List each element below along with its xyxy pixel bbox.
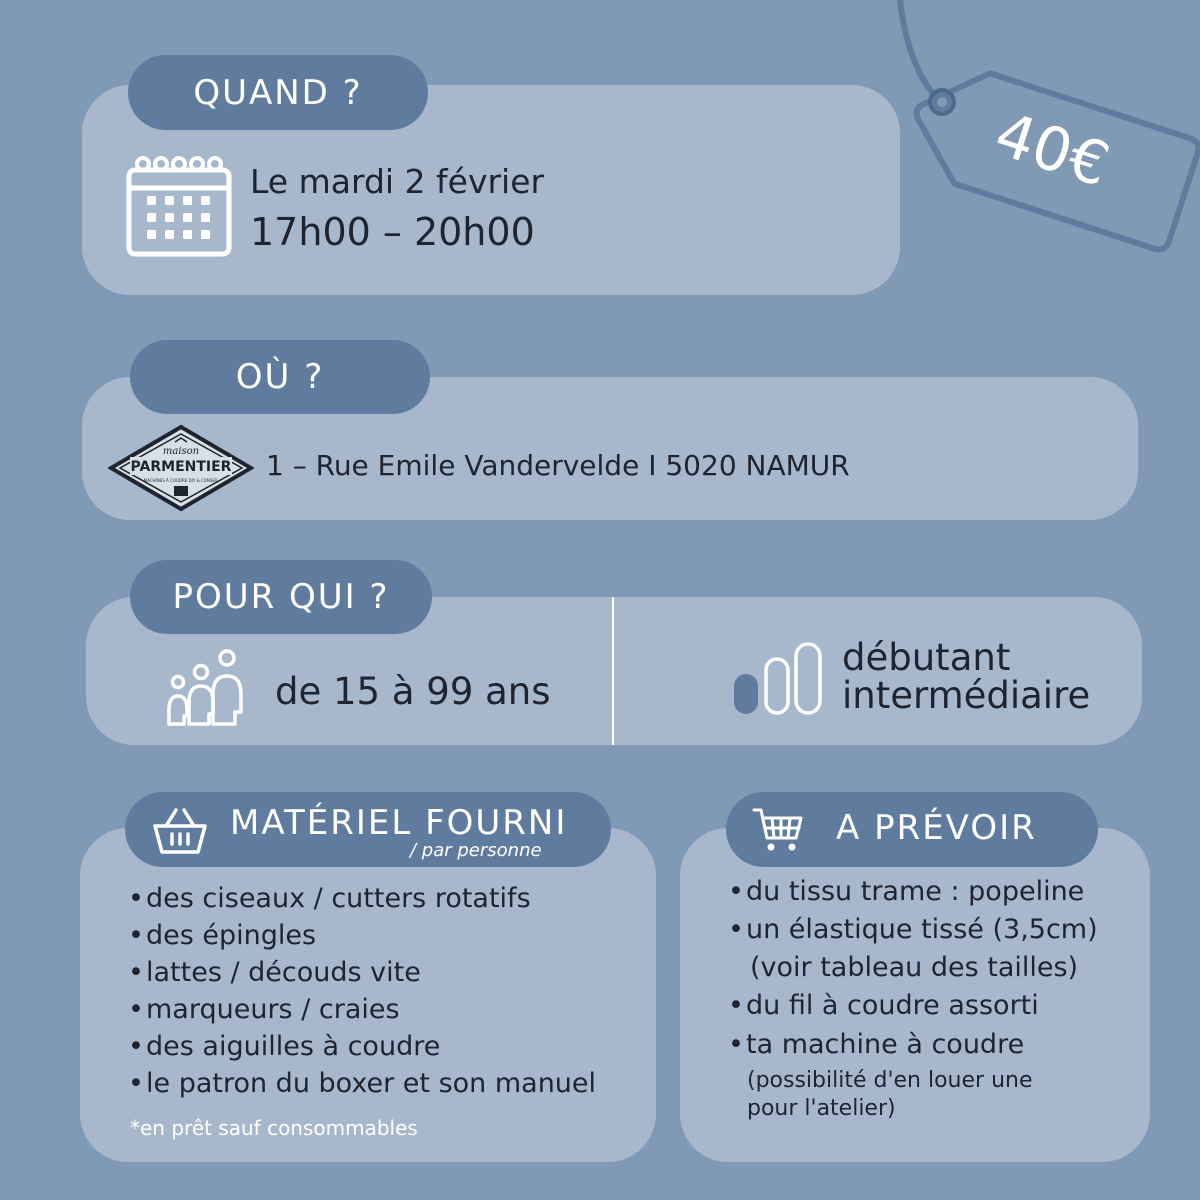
bring-item-4-note-2: pour l'atelier) (747, 1096, 896, 1121)
material-note: *en prêt sauf consommables (130, 1116, 418, 1140)
bring-item-3: •du fil à coudre assorti (728, 990, 1039, 1021)
tag-string (900, 0, 942, 102)
event-date: Le mardi 2 février (250, 162, 545, 201)
basket-icon (152, 806, 208, 856)
level-intermediate: intermédiaire (842, 674, 1091, 717)
when-heading: QUAND ? (128, 55, 428, 130)
level-beginner: débutant (842, 636, 1011, 679)
bring-item-2: •un élastique tissé (3,5cm) (728, 914, 1098, 945)
where-heading: OÙ ? (130, 340, 430, 414)
list-item: •le patron du boxer et son manuel (128, 1068, 597, 1099)
who-divider (612, 597, 614, 745)
bring-item-4-note-1: (possibilité d'en louer une (747, 1068, 1033, 1093)
address: 1 – Rue Emile Vandervelde I 5020 NAMUR (266, 449, 850, 482)
shopping-cart-icon (752, 806, 804, 854)
bring-item-4: •ta machine à coudre (728, 1029, 1025, 1060)
level-bars-icon (732, 642, 824, 716)
calendar-icon (125, 150, 235, 260)
svg-text:maison: maison (162, 446, 200, 457)
svg-text:MACHINES À COUDRE DIY & CONSEI: MACHINES À COUDRE DIY & CONSEIL (143, 478, 219, 483)
list-item: •lattes / découds vite (128, 957, 421, 988)
svg-text:PARMENTIER: PARMENTIER (130, 459, 232, 475)
price-label: 40€ (986, 99, 1118, 201)
list-item: •marqueurs / craies (128, 994, 400, 1025)
material-heading: MATÉRIEL FOURNI (230, 803, 568, 843)
list-item: •des épingles (128, 920, 317, 951)
material-subheading: / par personne (410, 840, 542, 861)
who-heading: POUR QUI ? (130, 560, 432, 634)
price-tag (880, 0, 1200, 280)
event-time: 17h00 – 20h00 (250, 210, 535, 254)
parmentier-logo (108, 424, 254, 512)
list-item: •des aiguilles à coudre (128, 1031, 441, 1062)
bring-heading: A PRÉVOIR (836, 808, 1037, 848)
list-item: •des ciseaux / cutters rotatifs (128, 883, 531, 914)
bring-item-2-note: (voir tableau des tailles) (750, 952, 1079, 983)
material-list (128, 880, 596, 1102)
bring-item-1: •du tissu trame : popeline (728, 876, 1085, 907)
age-range: de 15 à 99 ans (275, 670, 551, 713)
people-icon (165, 648, 247, 728)
